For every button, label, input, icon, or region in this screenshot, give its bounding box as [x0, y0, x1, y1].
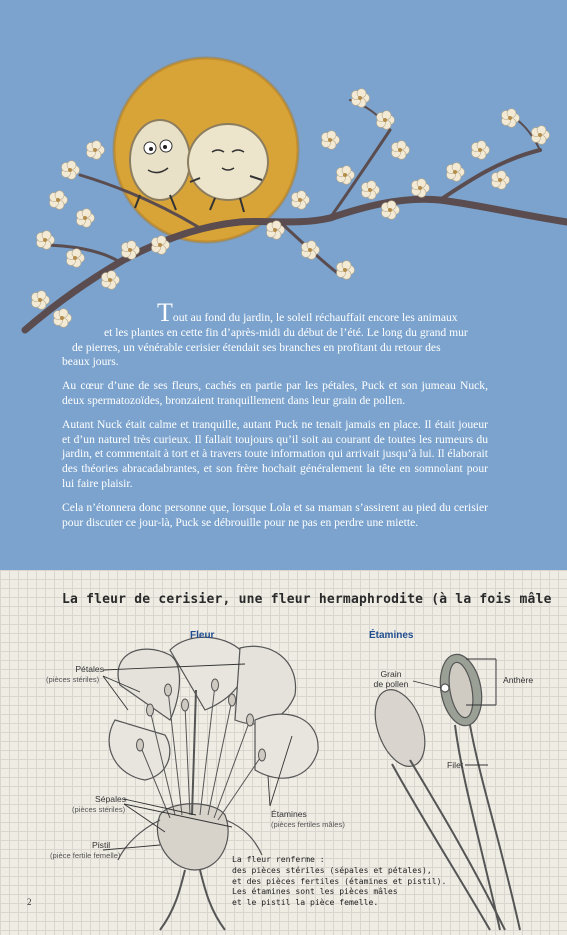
stamen-anther	[259, 749, 266, 761]
illustration	[0, 0, 567, 340]
filet-label: Filet	[447, 760, 464, 770]
stamen-filament	[214, 720, 250, 818]
blossom	[322, 131, 340, 150]
blossom	[87, 141, 105, 160]
stamen-filament	[218, 755, 262, 820]
paragraph-2: Au cœur d’une de ses fleurs, cachés en partie par les pétales, Puck et son jumeau Nuck, deux spermatozoïdes, bronzaient tranquillement dans leur grain de pollen.	[62, 379, 488, 407]
stamen-anther	[165, 684, 172, 696]
petales-sublabel: (pièces stériles)	[46, 675, 100, 684]
anthere-label: Anthère	[503, 675, 534, 685]
blossom	[472, 141, 490, 160]
page-number: 2	[27, 897, 32, 907]
stamen-anther	[212, 679, 219, 691]
blossom	[532, 126, 550, 145]
paragraph-1: Tout au fond du jardin, le soleil réchauffait encore les animaux et les plantes en cette fin d’après-midi du début de l’été. Le long du grand mur de pierres, un vénérable cerisier étendait ses branches en profitant du retour des beaux jours.	[62, 298, 468, 369]
pistil-label: Pistil	[92, 840, 111, 850]
diagram-title: La fleur de cerisier, une fleur hermaphrodite (à la fois mâle	[62, 592, 552, 607]
paragraph-3: Autant Nuck était calme et tranquille, autant Puck ne tenait jamais en place. Il était joueur et d’un naturel très curieux. Il fallait toujours qu’il soit au courant de toutes les rumeurs du jardin, et commentait à tort et à travers toute information qui arrivait jusqu’à lui. Il élaborait des théories abracadabrantes, et son frère hochait généralement la tête en somnolant pour lui faire plaisir.	[62, 417, 488, 490]
etamines-header: Étamines	[369, 630, 414, 641]
story-text	[0, 298, 567, 539]
diagram-note: La fleur renferme : des pièces stériles (sépales et pétales), et des pièces fertiles (étamines et pistil). Les étamines sont les pièces mâles et le pistil la pièce femelle.	[232, 854, 447, 908]
blossom	[377, 111, 395, 130]
stamen-filament	[185, 705, 190, 815]
stamen-anther	[137, 739, 144, 751]
blossom	[447, 163, 465, 182]
stamen-anther	[247, 714, 254, 726]
blossom	[352, 89, 370, 108]
stamen-anther	[229, 694, 236, 706]
blossom	[292, 191, 310, 210]
sepales-sublabel: (pièces stériles)	[72, 805, 126, 814]
blossom	[492, 171, 510, 190]
sepales-label: Sépales	[95, 794, 127, 804]
stamen-anther	[147, 704, 154, 716]
blossom	[50, 191, 68, 210]
drop-cap: T	[157, 298, 173, 327]
blossom	[102, 271, 120, 290]
stamen-anther	[182, 699, 189, 711]
etamines-label: Étamines	[271, 809, 307, 819]
fleur-header: Fleur	[190, 630, 215, 641]
blossom	[392, 141, 410, 160]
blossom	[337, 261, 355, 280]
blossom	[77, 209, 95, 228]
blossom	[62, 161, 80, 180]
grain-label: Grain de pollen	[373, 669, 409, 689]
etamines-sublabel: (pièces fertiles mâles)	[271, 820, 345, 829]
blossom	[337, 166, 355, 185]
blossom	[502, 109, 520, 128]
blossom	[412, 179, 430, 198]
diagram-panel	[0, 570, 567, 935]
blossom	[362, 181, 380, 200]
paragraph-4: Cela n’étonnera donc personne que, lorsque Lola et sa maman s’assirent au pied du cerisier pour discuter ce jour-là, Puck se débrouille pour ne pas en perdre une miette.	[62, 500, 488, 529]
pistil-sublabel: (pièce fertile femelle)	[50, 851, 121, 860]
blossom	[67, 249, 85, 268]
petales-label: Pétales	[75, 664, 104, 674]
